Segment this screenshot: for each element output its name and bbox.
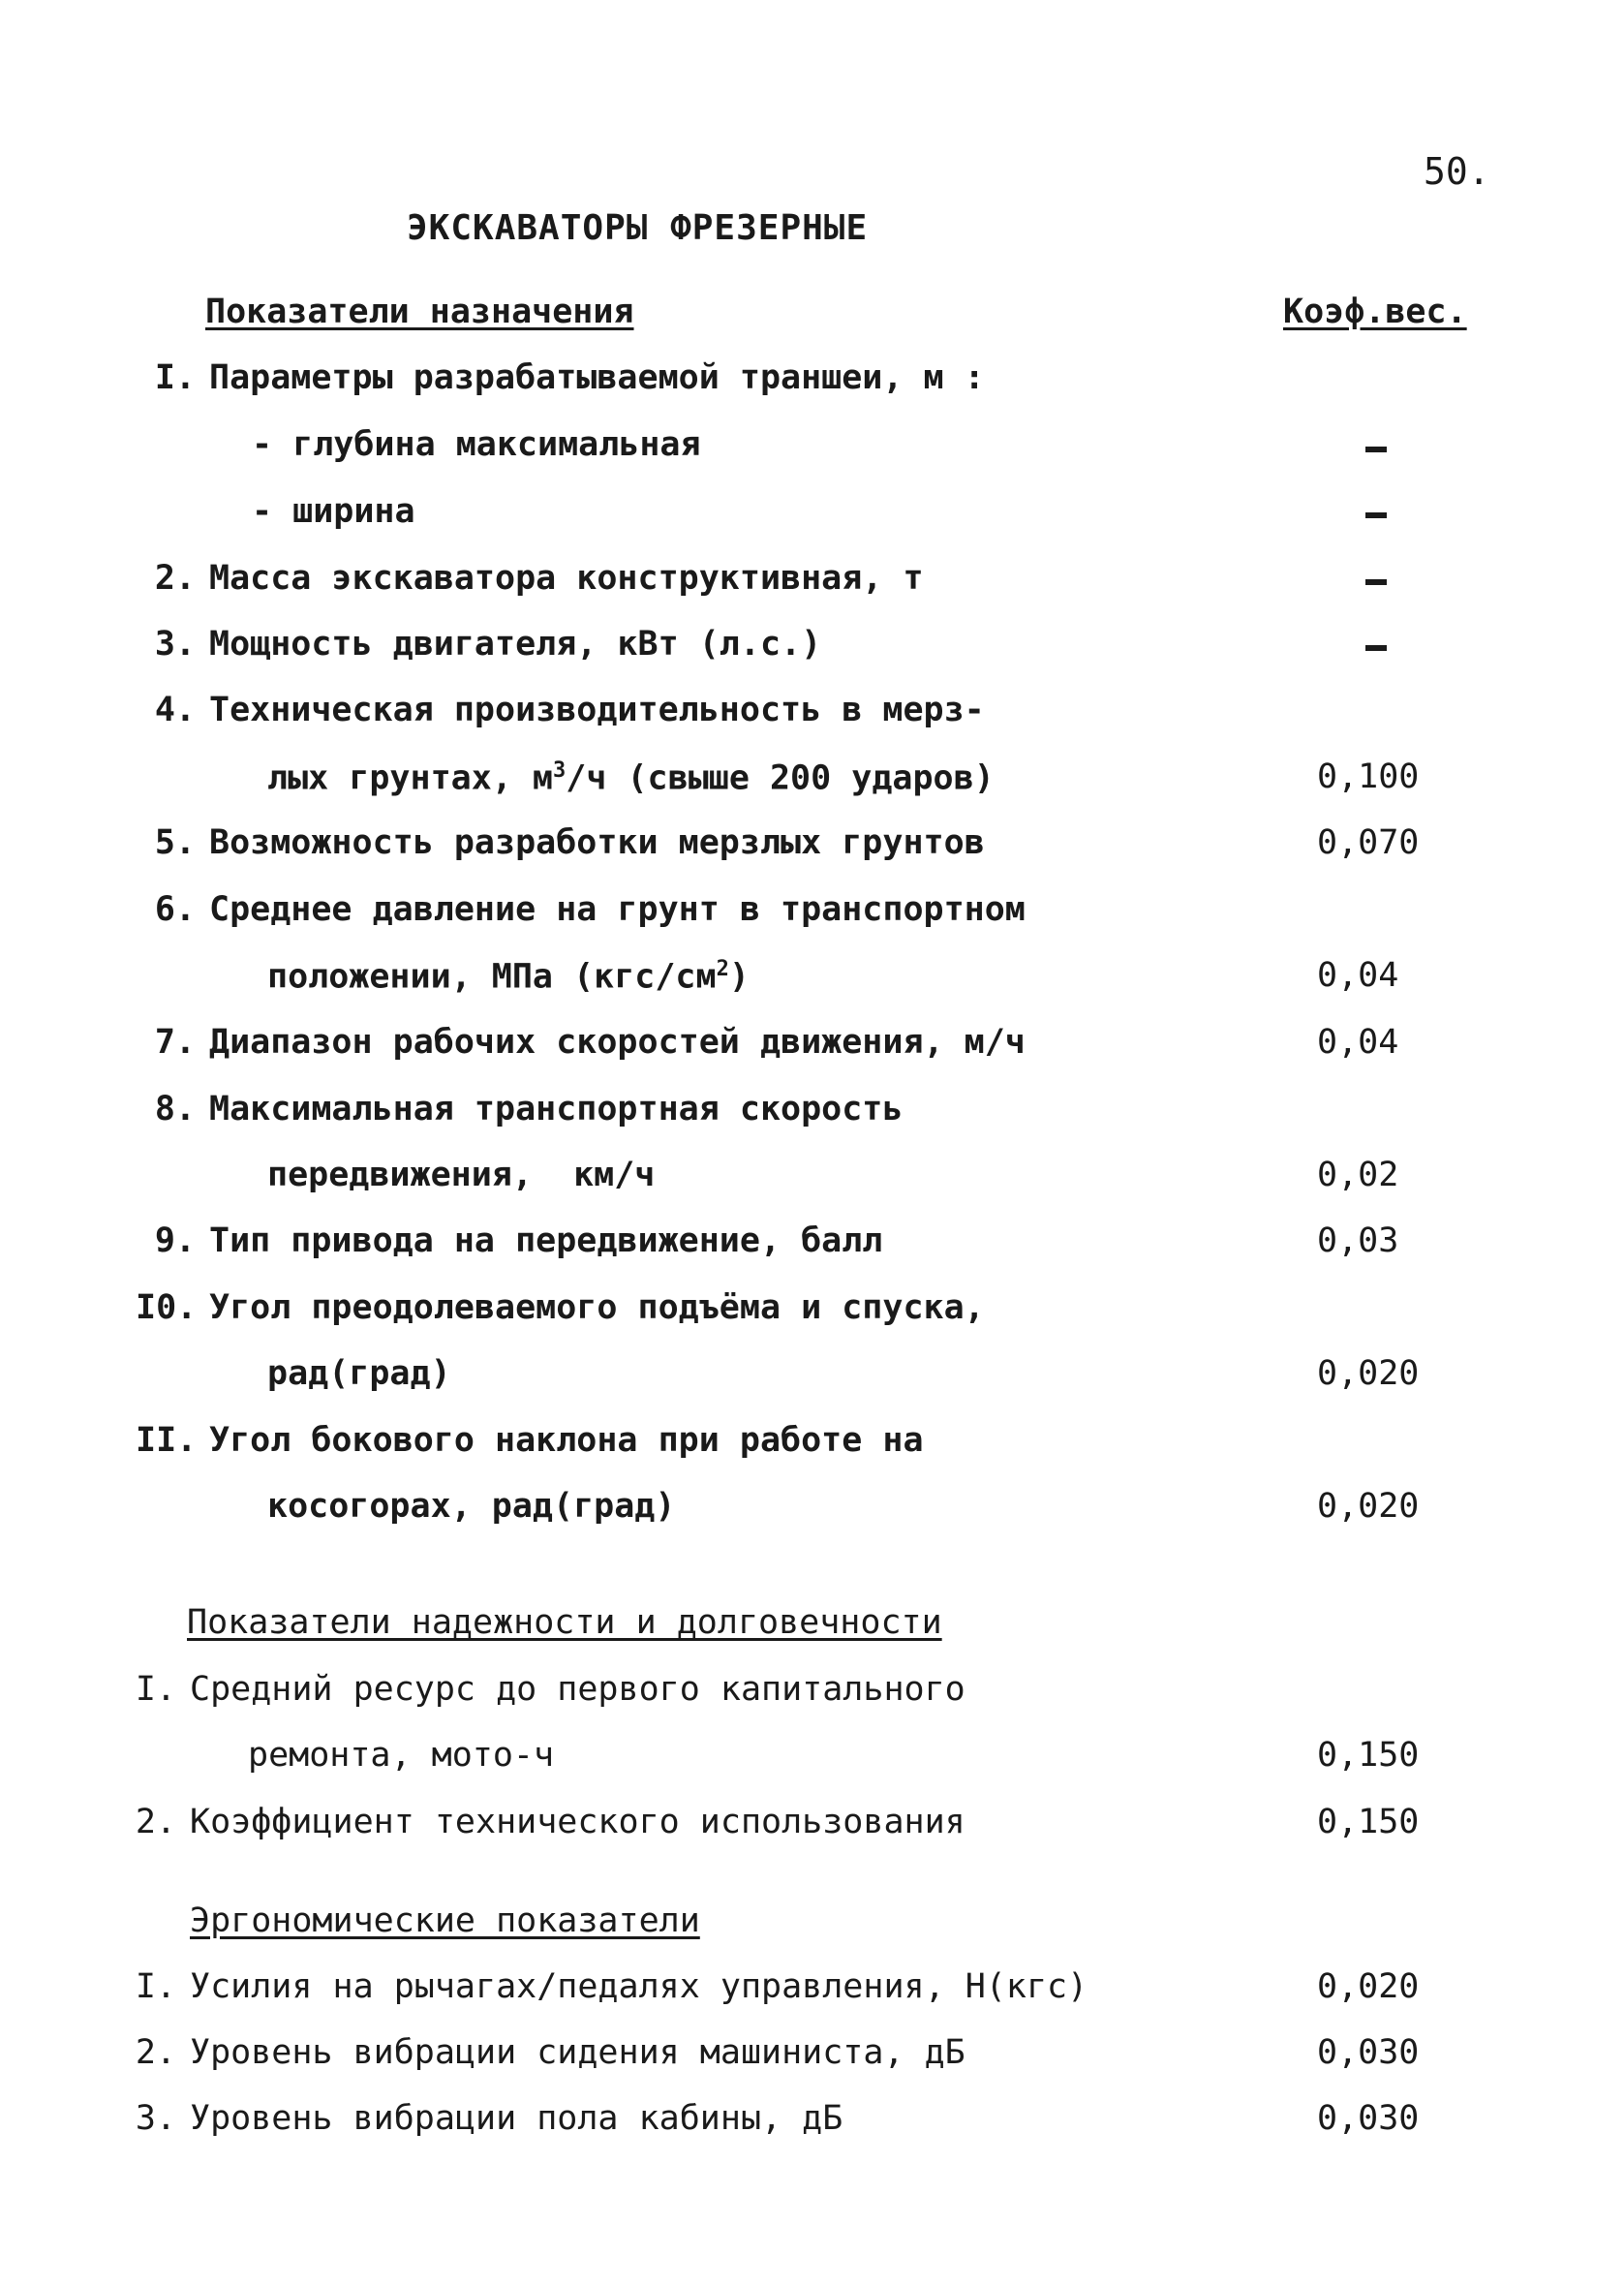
- item-number: I0.: [136, 1288, 198, 1327]
- weight-value: 0,04: [1317, 1023, 1399, 1062]
- list-item: [136, 890, 1026, 929]
- weight-value: 0,020: [1317, 1967, 1420, 2006]
- item-text: Средний ресурс до первого капитального: [190, 1670, 965, 1709]
- item-text: Возможность разработки мерзлых грунтов: [209, 823, 985, 862]
- column-header-weight: Коэф.вес.: [1283, 293, 1467, 331]
- page-title: ЭКСКАВАТОРЫ ФРЕЗЕРНЫЕ: [407, 208, 869, 248]
- weight-value: 0,020: [1317, 1487, 1420, 1526]
- item-text: Мощность двигателя, кВт (л.с.): [209, 625, 822, 664]
- item-text: Уровень вибрации сидения машиниста, дБ: [190, 2033, 965, 2072]
- list-item: [116, 1670, 965, 1709]
- item-text: Угол преодолеваемого подъёма и спуска,: [209, 1288, 985, 1327]
- item-text-continued: [267, 760, 995, 796]
- item-text: Уровень вибрации пола кабины, дБ: [190, 2099, 843, 2138]
- list-item: [116, 1803, 965, 1841]
- item-number: 5.: [154, 823, 196, 862]
- weight-value: 0,04: [1317, 956, 1399, 995]
- dash-mark: [1365, 512, 1387, 518]
- superscript: 3: [553, 758, 567, 783]
- item-number: 2.: [154, 559, 196, 598]
- item-text: Диапазон рабочих скоростей движения, м/ч: [209, 1023, 1026, 1062]
- text-part: /ч (свыше 200 ударов): [566, 758, 995, 798]
- superscript: 2: [716, 957, 729, 981]
- weight-value: 0,03: [1317, 1221, 1399, 1260]
- item-number: 2.: [135, 2033, 176, 2072]
- item-text: Усилия на рычагах/педалях управления, Н(кгс): [190, 1967, 1088, 2006]
- sub-item-width: - ширина: [252, 492, 415, 531]
- item-number: 2.: [135, 1803, 176, 1841]
- list-item: [136, 691, 985, 729]
- weight-value: 0,02: [1317, 1156, 1399, 1194]
- item-text-continued: передвижения, км/ч: [267, 1156, 656, 1194]
- text-part: ): [728, 957, 750, 997]
- item-text: Техническая производительность в мерз-: [209, 691, 985, 729]
- list-item: [136, 823, 985, 862]
- weight-value: 0,030: [1317, 2099, 1420, 2138]
- item-text: Масса экскаватора конструктивная, т: [209, 559, 924, 598]
- text-part: лых грунтах, м: [267, 758, 554, 798]
- item-number: 3.: [135, 2099, 176, 2138]
- section-heading-purpose: Показатели назначения: [205, 293, 634, 331]
- item-number: 7.: [154, 1023, 196, 1062]
- item-number: I.: [135, 1967, 176, 2006]
- text-part: положении, МПа (кгс/см: [267, 957, 717, 997]
- item-number: 8.: [154, 1090, 196, 1128]
- item-text: Среднее давление на грунт в транспортном: [209, 890, 1026, 929]
- list-item: [136, 358, 985, 397]
- item-number: 6.: [154, 890, 196, 929]
- item-number: I.: [135, 1670, 176, 1709]
- dash-mark: [1365, 645, 1387, 651]
- item-number: II.: [136, 1421, 198, 1460]
- page-number: 50.: [1424, 150, 1490, 193]
- item-text: Тип привода на передвижение, балл: [209, 1221, 883, 1260]
- item-number: 3.: [154, 625, 196, 664]
- sub-item-depth: - глубина максимальная: [252, 425, 701, 464]
- section-heading-ergonomic: Эргономические показатели: [190, 1901, 700, 1940]
- item-number: 4.: [154, 691, 196, 729]
- item-text: Угол бокового наклона при работе на: [209, 1421, 924, 1460]
- dash-mark: [1365, 579, 1387, 585]
- list-item: [136, 1023, 1026, 1062]
- list-item: [136, 1288, 985, 1327]
- list-item: [136, 559, 924, 598]
- weight-value: 0,150: [1317, 1736, 1420, 1775]
- list-item: [116, 1967, 1088, 2006]
- item-text-continued: ремонта, мото-ч: [248, 1736, 555, 1775]
- item-text-continued: рад(град): [267, 1354, 451, 1393]
- weight-value: 0,150: [1317, 1803, 1420, 1841]
- weight-value: 0,020: [1317, 1354, 1420, 1393]
- list-item: [136, 1421, 924, 1460]
- list-item: [136, 1090, 904, 1128]
- item-text: Параметры разрабатываемой траншеи, м :: [209, 358, 985, 397]
- weight-value: 0,100: [1317, 757, 1420, 796]
- list-item: [136, 625, 822, 664]
- weight-value: 0,070: [1317, 823, 1420, 862]
- item-text: Максимальная транспортная скорость: [209, 1090, 904, 1128]
- weight-value: 0,030: [1317, 2033, 1420, 2072]
- list-item: [116, 2033, 965, 2072]
- dash-mark: [1365, 447, 1387, 452]
- item-number: I.: [154, 358, 196, 397]
- item-text-continued: косогорах, рад(град): [267, 1487, 676, 1526]
- section-heading-reliability: Показатели надежности и долговечности: [187, 1603, 942, 1642]
- item-text: Коэффициент технического использования: [190, 1803, 965, 1841]
- list-item: [136, 1221, 883, 1260]
- item-text-continued: [267, 959, 750, 995]
- list-item: [116, 2099, 843, 2138]
- item-number: 9.: [154, 1221, 196, 1260]
